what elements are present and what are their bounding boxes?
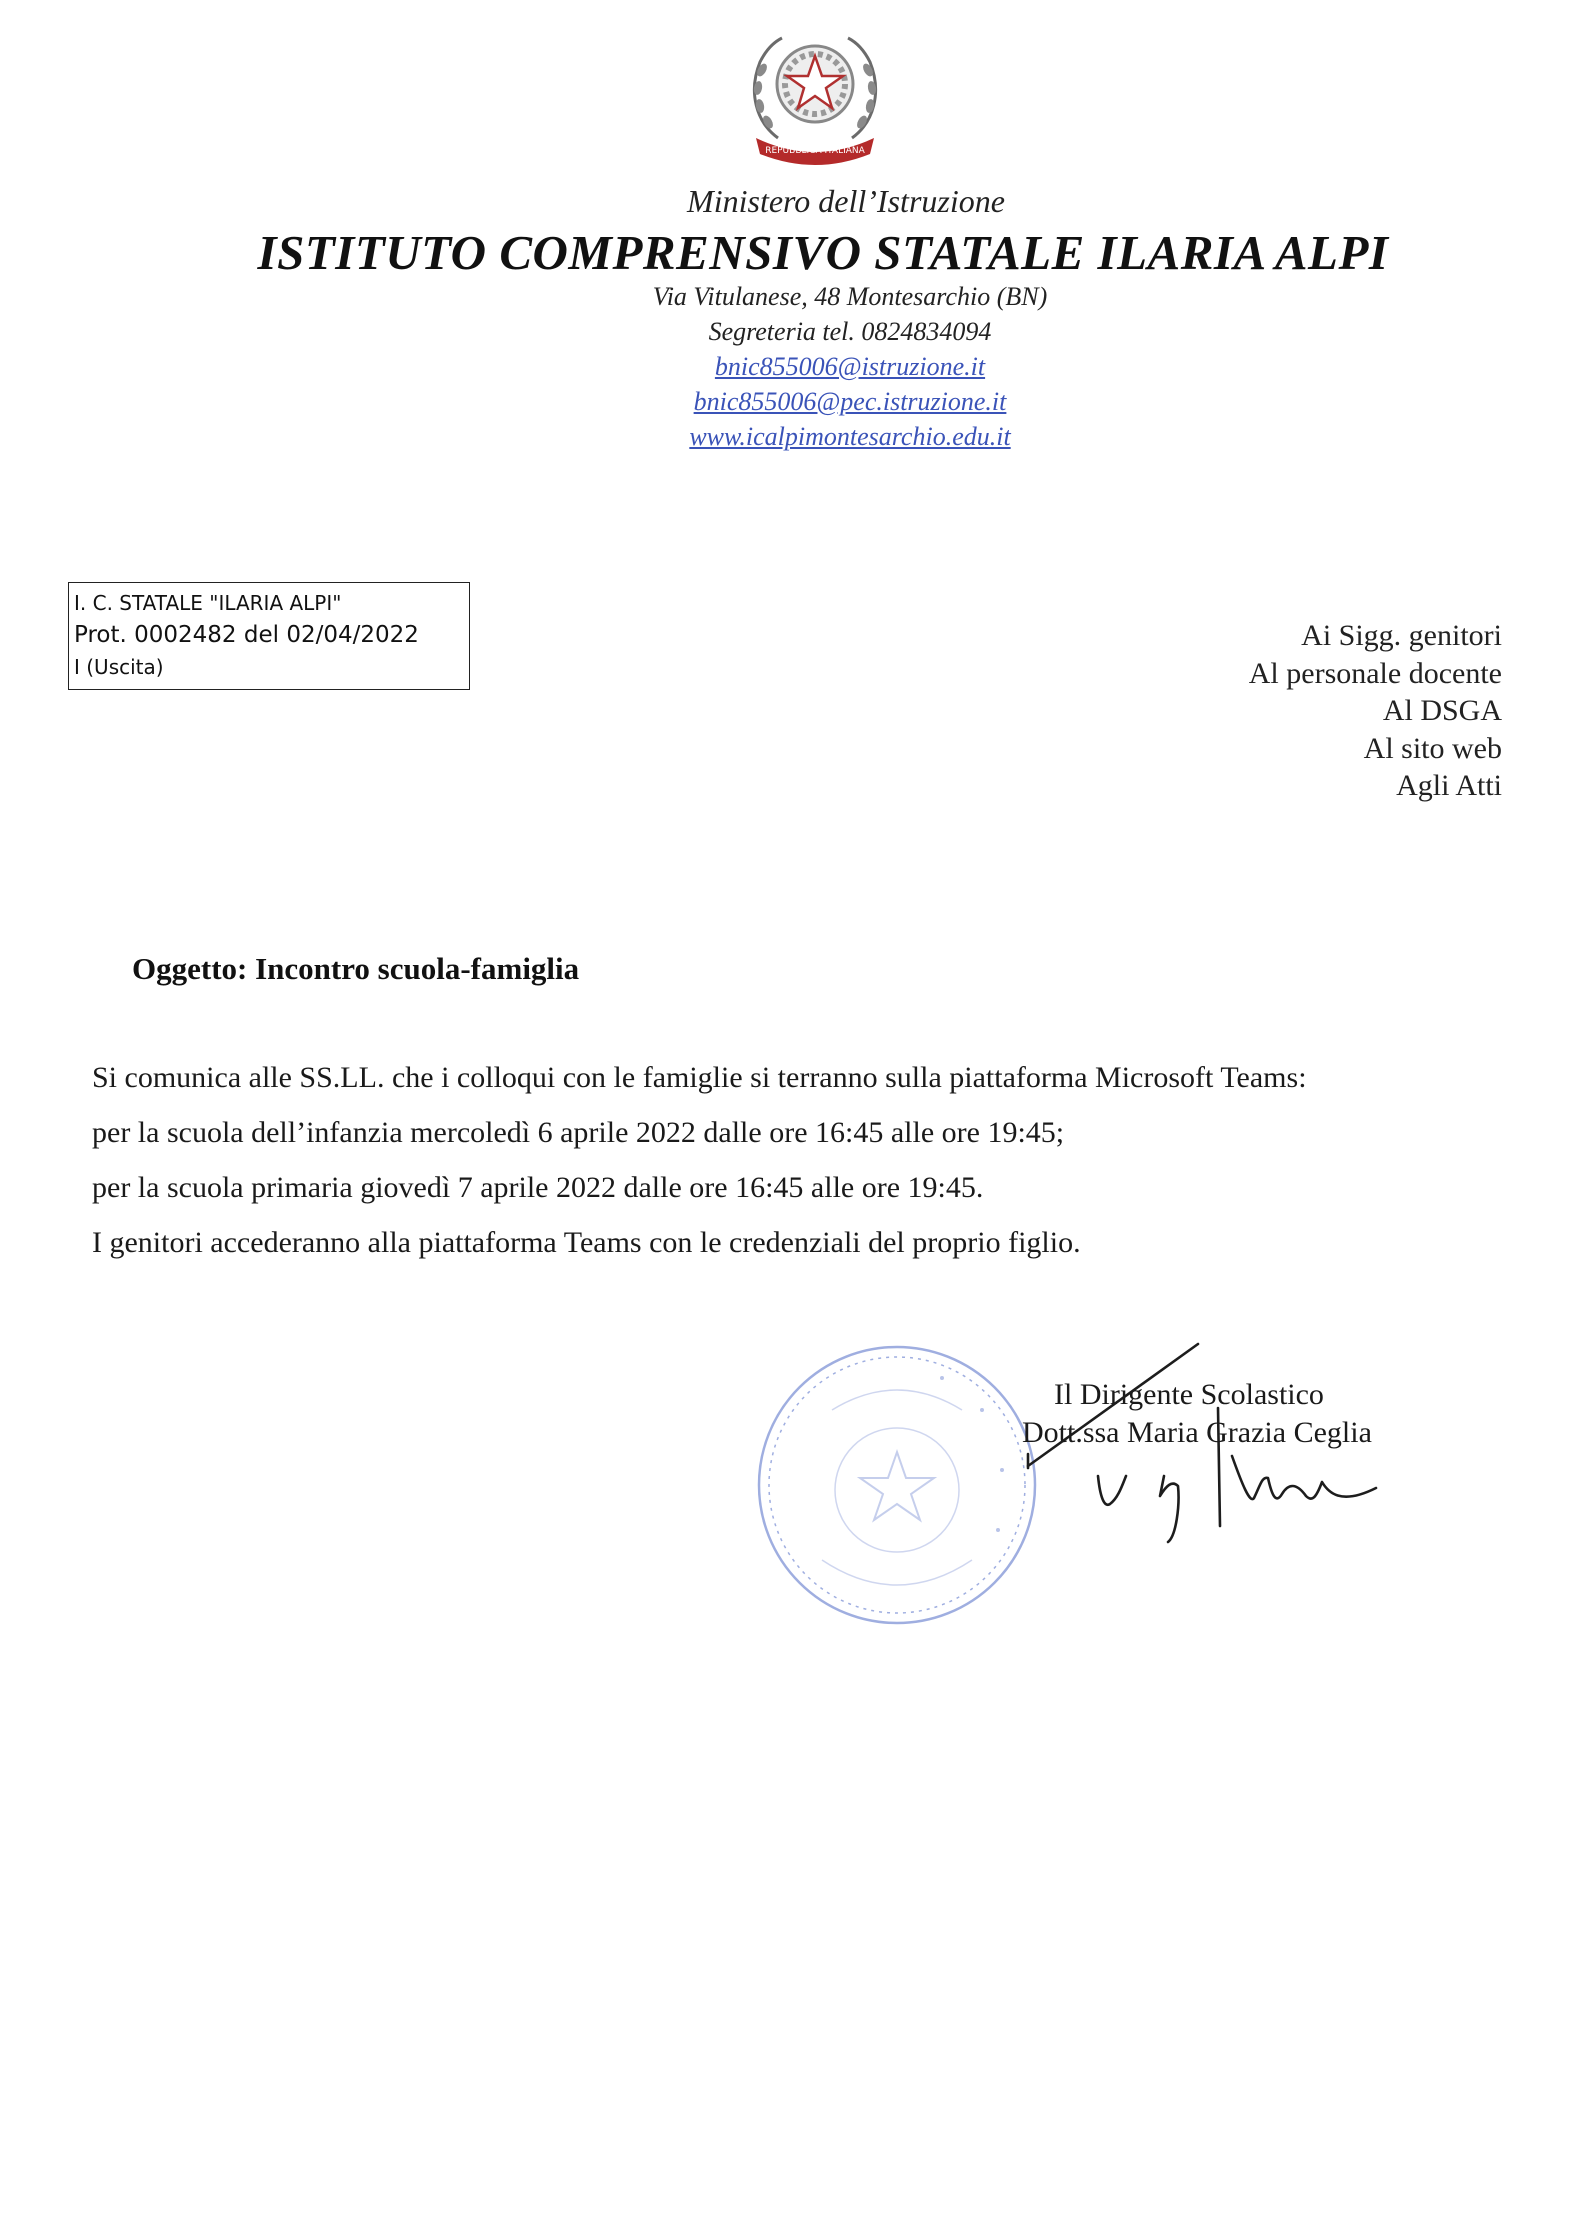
- body-paragraph: per la scuola primaria giovedì 7 aprile 2022 dalle ore 16:45 alle ore 19:45.: [92, 1171, 984, 1204]
- signature-title: Il Dirigente Scolastico: [1054, 1378, 1324, 1411]
- school-name: ISTITUTO COMPRENSIVO STATALE ILARIA ALPI: [257, 225, 1389, 280]
- body-paragraph: I genitori accederanno alla piattaforma Teams con le credenziali del proprio figlio.: [92, 1226, 1081, 1259]
- recipient-item: Al personale docente: [1248, 656, 1502, 690]
- italian-republic-emblem-icon: [738, 26, 892, 166]
- body-paragraph: Si comunica alle SS.LL. che i colloqui con le famiglie si terranno sulla piattaforma Microsoft Teams:: [92, 1061, 1307, 1094]
- recipients-list: [1249, 617, 1502, 805]
- website-link[interactable]: www.icalpimontesarchio.edu.it: [689, 422, 1011, 451]
- recipient-item: Al sito web: [1363, 731, 1502, 765]
- pec-email-link[interactable]: bnic855006@pec.istruzione.it: [693, 387, 1007, 416]
- recipient-item: Al DSGA: [1382, 694, 1502, 727]
- school-seal-stamp-icon: [752, 1340, 1042, 1630]
- protocol-institute: I. C. STATALE "ILARIA ALPI": [74, 591, 342, 615]
- svg-text:REPUBBLICA ITALIANA: REPUBBLICA ITALIANA: [765, 146, 865, 156]
- handwritten-signature-icon: [1010, 1336, 1400, 1546]
- school-address: Via Vitulanese, 48 Montesarchio (BN): [652, 282, 1048, 311]
- email-link[interactable]: bnic855006@istruzione.it: [714, 352, 986, 381]
- letter-subject: Oggetto: Incontro scuola-famiglia: [132, 951, 580, 986]
- signature-name: Dott.ssa Maria Grazia Ceglia: [1022, 1416, 1372, 1449]
- letter-body: [92, 1058, 1412, 1278]
- protocol-number: Prot. 0002482 del 02/04/2022: [74, 622, 419, 648]
- protocol-direction: I (Uscita): [74, 655, 164, 679]
- protocol-stamp: [68, 582, 470, 690]
- ministry-name: Ministero dell’Istruzione: [687, 183, 1005, 219]
- school-phone: Segreteria tel. 0824834094: [708, 317, 992, 346]
- recipient-item: Ai Sigg. genitori: [1301, 619, 1502, 652]
- recipient-item: Agli Atti: [1396, 769, 1502, 802]
- body-paragraph: per la scuola dell’infanzia mercoledì 6 aprile 2022 dalle ore 16:45 alle ore 19:45;: [92, 1116, 1065, 1149]
